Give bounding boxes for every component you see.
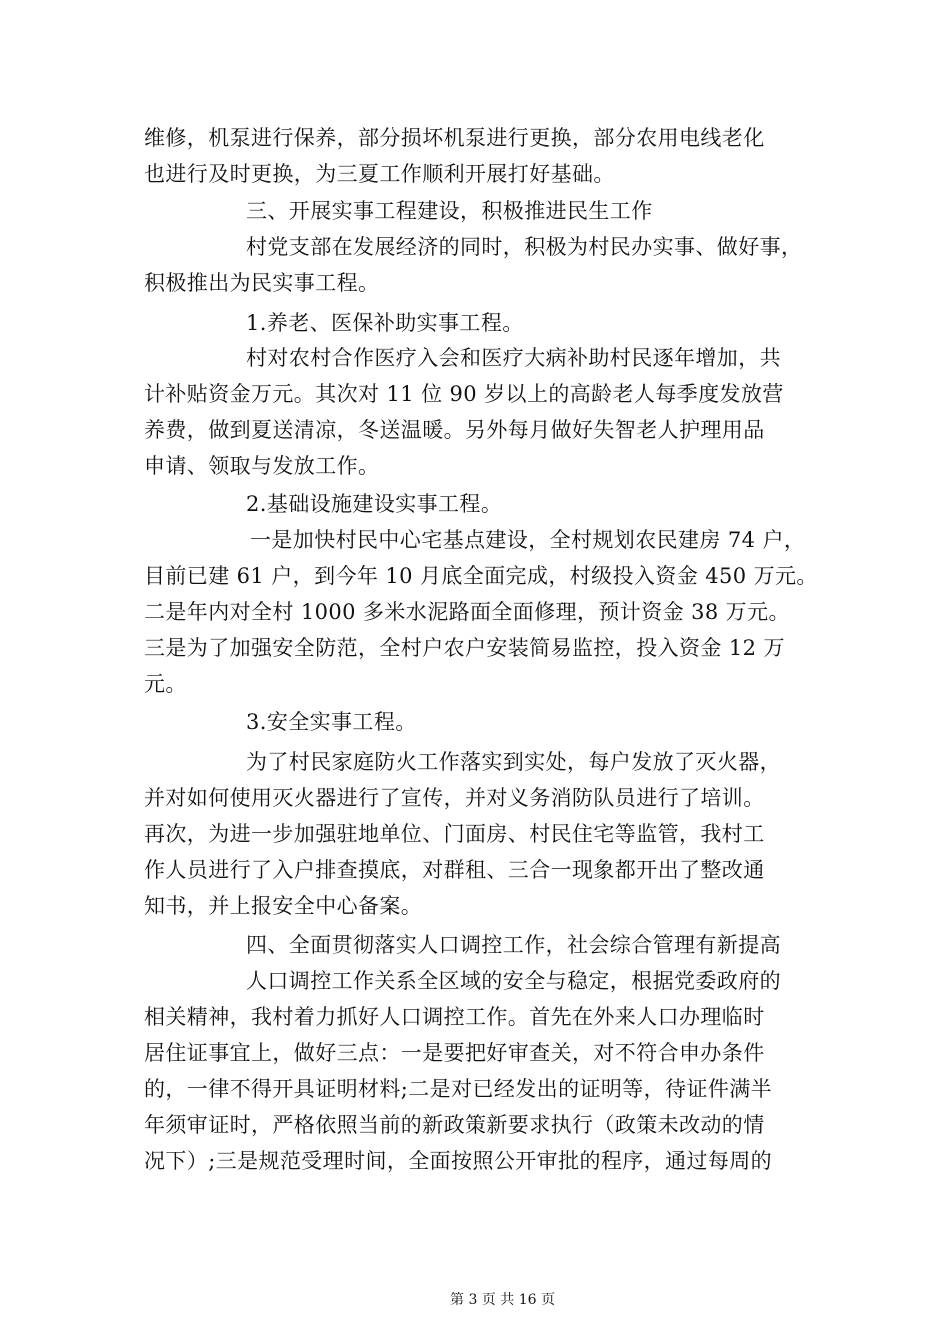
text-line-2: 也进行及时更换，为三夏工作顺利开展打好基础。	[144, 162, 615, 186]
text-line-19: 并对如何使用灭火器进行了宣传，并对义务消防队员进行了培训。	[144, 786, 765, 810]
text-line-28: 年须审证时，严格依照当前的新政策新要求执行（政策未改动的情	[144, 1113, 765, 1137]
text-line-15: 三是为了加强安全防范，全村户农户安装简易监控，投入资金 12 万	[144, 636, 785, 660]
text-line-12: 一是加快村民中心宅基点建设，全村规划农民建房 74 户，	[250, 528, 806, 552]
section-heading-3: 三、开展实事工程建设，积极推进民生工作	[246, 199, 653, 223]
text-line-1: 维修，机泵进行保养，部分损坏机泵进行更换，部分农用电线老化	[144, 126, 765, 150]
text-line-16: 元。	[144, 672, 187, 696]
text-line-9: 养费，做到夏送清凉，冬送温暖。另外每月做好失智老人护理用品	[144, 418, 765, 442]
text-line-21: 作人员进行了入户排查摸底，对群租、三合一现象都开出了整改通	[144, 858, 765, 882]
text-line-25: 相关精神，我村着力抓好人口调控工作。首先在外来人口办理临时	[144, 1005, 765, 1029]
text-line-5: 积极推出为民实事工程。	[144, 271, 380, 295]
text-line-4: 村党支部在发展经济的同时，积极为村民办实事、做好事，	[246, 235, 803, 259]
text-line-22: 知书，并上报安全中心备案。	[144, 894, 423, 918]
text-line-27: 的，一律不得开具证明材料;二是对已经发出的证明等，待证件满半	[144, 1077, 773, 1101]
text-line-7: 村对农村合作医疗入会和医疗大病补助村民逐年增加，共	[246, 346, 781, 370]
text-line-20: 再次，为进一步加强驻地单位、门面房、村民住宅等监管，我村工	[144, 822, 765, 846]
text-line-18: 为了村民家庭防火工作落实到实处，每户发放了灭火器，	[246, 750, 781, 774]
text-line-29: 况下）;三是规范受理时间，全面按照公开审批的程序，通过每周的	[144, 1149, 773, 1173]
text-line-14: 二是年内对全村 1000 多米水泥路面全面修理，预计资金 38 万元。	[144, 600, 790, 624]
section-heading-4: 四、全面贯彻落实人口调控工作，社会综合管理有新提高	[246, 933, 781, 957]
subheading-1: 1.养老、医保补助实事工程。	[246, 311, 524, 335]
text-line-26: 居住证事宜上，做好三点：一是要把好审查关，对不符合申办条件	[144, 1041, 765, 1065]
text-line-13: 目前已建 61 户，到今年 10 月底全面完成，村级投入资金 450 万元。	[144, 564, 818, 588]
page-number-footer: 第 3 页 共 16 页	[450, 1292, 555, 1308]
text-line-10: 申请、领取与发放工作。	[144, 454, 380, 478]
subheading-3: 3.安全实事工程。	[246, 710, 417, 734]
subheading-2: 2.基础设施建设实事工程。	[246, 492, 503, 516]
text-line-8: 计补贴资金万元。其次对 11 位 90 岁以上的高龄老人每季度发放营	[144, 382, 784, 406]
text-line-24: 人口调控工作关系全区域的安全与稳定，根据党委政府的	[246, 969, 781, 993]
